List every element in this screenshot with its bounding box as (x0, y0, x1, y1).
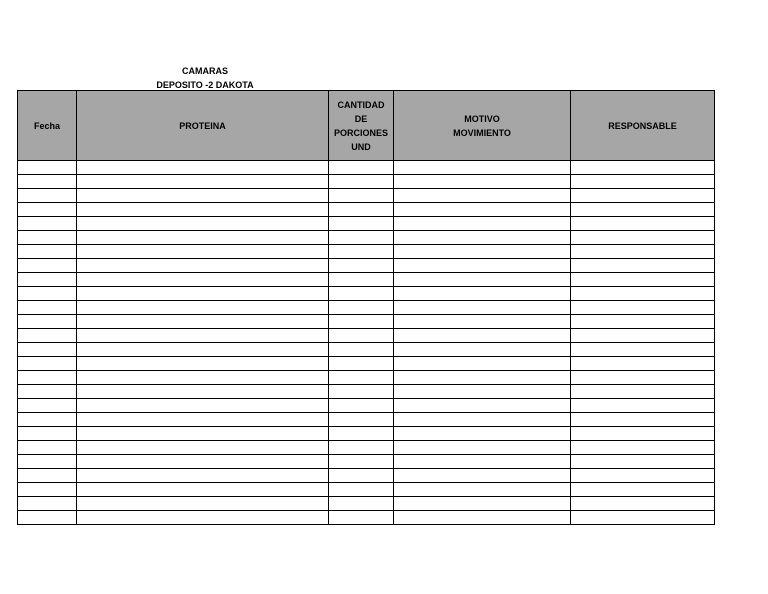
cell-motivo[interactable] (394, 399, 571, 413)
cell-proteina[interactable] (77, 315, 329, 329)
cell-fecha[interactable] (18, 231, 77, 245)
cell-motivo[interactable] (394, 329, 571, 343)
cell-responsable[interactable] (571, 357, 715, 371)
cell-motivo[interactable] (394, 483, 571, 497)
movement-log-table (17, 90, 715, 525)
table-row (18, 231, 715, 245)
cell-proteina[interactable] (77, 371, 329, 385)
cell-responsable[interactable] (571, 483, 715, 497)
cell-fecha[interactable] (18, 217, 77, 231)
header-motivo-line1: MOTIVO (464, 113, 500, 124)
header-row (18, 91, 715, 161)
cell-fecha[interactable] (18, 343, 77, 357)
cell-proteina[interactable] (77, 259, 329, 273)
cell-motivo[interactable] (394, 259, 571, 273)
cell-cantidad[interactable] (329, 203, 394, 217)
table-row (18, 511, 715, 525)
cell-motivo[interactable] (394, 231, 571, 245)
cell-cantidad[interactable] (329, 161, 394, 175)
cell-cantidad[interactable] (329, 259, 394, 273)
cell-proteina[interactable] (77, 175, 329, 189)
table-row (18, 315, 715, 329)
cell-cantidad[interactable] (329, 315, 394, 329)
cell-responsable[interactable] (571, 161, 715, 175)
cell-responsable[interactable] (571, 231, 715, 245)
cell-responsable[interactable] (571, 175, 715, 189)
cell-motivo[interactable] (394, 245, 571, 259)
cell-proteina[interactable] (77, 161, 329, 175)
cell-motivo[interactable] (394, 175, 571, 189)
cell-motivo[interactable] (394, 357, 571, 371)
cell-cantidad[interactable] (329, 245, 394, 259)
header-motivo-line2: MOVIMIENTO (453, 127, 511, 138)
cell-proteina[interactable] (77, 343, 329, 357)
cell-cantidad[interactable] (329, 371, 394, 385)
cell-responsable[interactable] (571, 371, 715, 385)
cell-fecha[interactable] (18, 189, 77, 203)
cell-cantidad[interactable] (329, 483, 394, 497)
cell-responsable[interactable] (571, 315, 715, 329)
cell-fecha[interactable] (18, 175, 77, 189)
cell-fecha[interactable] (18, 385, 77, 399)
cell-motivo[interactable] (394, 315, 571, 329)
table-row (18, 175, 715, 189)
cell-proteina[interactable] (77, 399, 329, 413)
table-row (18, 413, 715, 427)
cell-cantidad[interactable] (329, 357, 394, 371)
table-body (18, 161, 715, 525)
cell-motivo[interactable] (394, 371, 571, 385)
cell-motivo[interactable] (394, 203, 571, 217)
table-row (18, 161, 715, 175)
table-row (18, 329, 715, 343)
cell-proteina[interactable] (77, 469, 329, 483)
cell-responsable[interactable] (571, 455, 715, 469)
cell-proteina[interactable] (77, 301, 329, 315)
cell-responsable[interactable] (571, 399, 715, 413)
cell-motivo[interactable] (394, 385, 571, 399)
table-row (18, 483, 715, 497)
cell-fecha[interactable] (18, 497, 77, 511)
cell-responsable[interactable] (571, 301, 715, 315)
cell-fecha[interactable] (18, 511, 77, 525)
header-cantidad-line3: PORCIONES (333, 127, 388, 138)
table-row (18, 371, 715, 385)
cell-fecha[interactable] (18, 329, 77, 343)
cell-proteina[interactable] (77, 385, 329, 399)
header-cantidad-line4: UND (351, 141, 371, 152)
cell-responsable[interactable] (571, 413, 715, 427)
table-row (18, 287, 715, 301)
cell-cantidad[interactable] (329, 287, 394, 301)
cell-cantidad[interactable] (329, 427, 394, 441)
cell-responsable[interactable] (571, 343, 715, 357)
table-row (18, 469, 715, 483)
header-cantidad (329, 91, 394, 161)
cell-cantidad[interactable] (329, 329, 394, 343)
cell-proteina[interactable] (77, 413, 329, 427)
cell-motivo[interactable] (394, 441, 571, 455)
header-proteina: PROTEINA (77, 91, 329, 161)
cell-proteina[interactable] (77, 203, 329, 217)
cell-cantidad[interactable] (329, 231, 394, 245)
cell-cantidad[interactable] (329, 175, 394, 189)
cell-cantidad[interactable] (329, 441, 394, 455)
cell-responsable[interactable] (571, 329, 715, 343)
cell-proteina[interactable] (77, 329, 329, 343)
cell-motivo[interactable] (394, 455, 571, 469)
table-row (18, 203, 715, 217)
cell-motivo[interactable] (394, 287, 571, 301)
cell-fecha[interactable] (18, 315, 77, 329)
cell-fecha[interactable] (18, 287, 77, 301)
cell-responsable[interactable] (571, 245, 715, 259)
cell-proteina[interactable] (77, 455, 329, 469)
table-row (18, 385, 715, 399)
table-row (18, 189, 715, 203)
table-row (18, 441, 715, 455)
table-row (18, 357, 715, 371)
cell-fecha[interactable] (18, 399, 77, 413)
cell-fecha[interactable] (18, 371, 77, 385)
table-row (18, 427, 715, 441)
table-row (18, 497, 715, 511)
cell-responsable[interactable] (571, 511, 715, 525)
cell-motivo[interactable] (394, 469, 571, 483)
cell-proteina[interactable] (77, 287, 329, 301)
table-row (18, 399, 715, 413)
cell-fecha[interactable] (18, 357, 77, 371)
cell-proteina[interactable] (77, 189, 329, 203)
cell-cantidad[interactable] (329, 511, 394, 525)
header-cantidad-line1: CANTIDAD (337, 99, 385, 110)
cell-motivo[interactable] (394, 413, 571, 427)
cell-responsable[interactable] (571, 469, 715, 483)
cell-responsable[interactable] (571, 273, 715, 287)
title-deposito: DEPOSITO -2 DAKOTA (156, 80, 254, 90)
cell-motivo[interactable] (394, 343, 571, 357)
table-row (18, 301, 715, 315)
cell-fecha[interactable] (18, 455, 77, 469)
cell-fecha[interactable] (18, 441, 77, 455)
table-row (18, 343, 715, 357)
table-row (18, 273, 715, 287)
cell-motivo[interactable] (394, 217, 571, 231)
cell-fecha[interactable] (18, 469, 77, 483)
table-row (18, 455, 715, 469)
cell-fecha[interactable] (18, 203, 77, 217)
cell-fecha[interactable] (18, 483, 77, 497)
cell-cantidad[interactable] (329, 497, 394, 511)
cell-proteina[interactable] (77, 231, 329, 245)
cell-fecha[interactable] (18, 413, 77, 427)
document-title (130, 64, 280, 92)
cell-cantidad[interactable] (329, 217, 394, 231)
cell-proteina[interactable] (77, 497, 329, 511)
cell-proteina[interactable] (77, 441, 329, 455)
cell-motivo[interactable] (394, 273, 571, 287)
cell-motivo[interactable] (394, 427, 571, 441)
cell-fecha[interactable] (18, 245, 77, 259)
cell-cantidad[interactable] (329, 343, 394, 357)
cell-motivo[interactable] (394, 511, 571, 525)
cell-responsable[interactable] (571, 203, 715, 217)
cell-cantidad[interactable] (329, 273, 394, 287)
cell-proteina[interactable] (77, 357, 329, 371)
cell-fecha[interactable] (18, 259, 77, 273)
header-cantidad-line2: DE (354, 113, 368, 124)
cell-responsable[interactable] (571, 217, 715, 231)
cell-fecha[interactable] (18, 427, 77, 441)
cell-proteina[interactable] (77, 217, 329, 231)
cell-proteina[interactable] (77, 245, 329, 259)
cell-cantidad[interactable] (329, 413, 394, 427)
cell-motivo[interactable] (394, 189, 571, 203)
cell-proteina[interactable] (77, 427, 329, 441)
cell-motivo[interactable] (394, 301, 571, 315)
cell-cantidad[interactable] (329, 385, 394, 399)
cell-cantidad[interactable] (329, 189, 394, 203)
cell-proteina[interactable] (77, 511, 329, 525)
cell-responsable[interactable] (571, 259, 715, 273)
cell-responsable[interactable] (571, 441, 715, 455)
cell-fecha[interactable] (18, 161, 77, 175)
title-camaras: CAMARAS (182, 66, 228, 76)
cell-proteina[interactable] (77, 483, 329, 497)
cell-responsable[interactable] (571, 497, 715, 511)
cell-responsable[interactable] (571, 287, 715, 301)
table-row (18, 259, 715, 273)
cell-motivo[interactable] (394, 161, 571, 175)
header-responsable: RESPONSABLE (571, 91, 715, 161)
header-fecha: Fecha (18, 91, 77, 161)
table-row (18, 245, 715, 259)
cell-cantidad[interactable] (329, 301, 394, 315)
cell-responsable[interactable] (571, 189, 715, 203)
cell-fecha[interactable] (18, 273, 77, 287)
cell-proteina[interactable] (77, 273, 329, 287)
cell-fecha[interactable] (18, 301, 77, 315)
cell-cantidad[interactable] (329, 469, 394, 483)
cell-responsable[interactable] (571, 427, 715, 441)
cell-cantidad[interactable] (329, 399, 394, 413)
header-motivo (394, 91, 571, 161)
cell-cantidad[interactable] (329, 455, 394, 469)
cell-responsable[interactable] (571, 385, 715, 399)
table-row (18, 217, 715, 231)
cell-motivo[interactable] (394, 497, 571, 511)
